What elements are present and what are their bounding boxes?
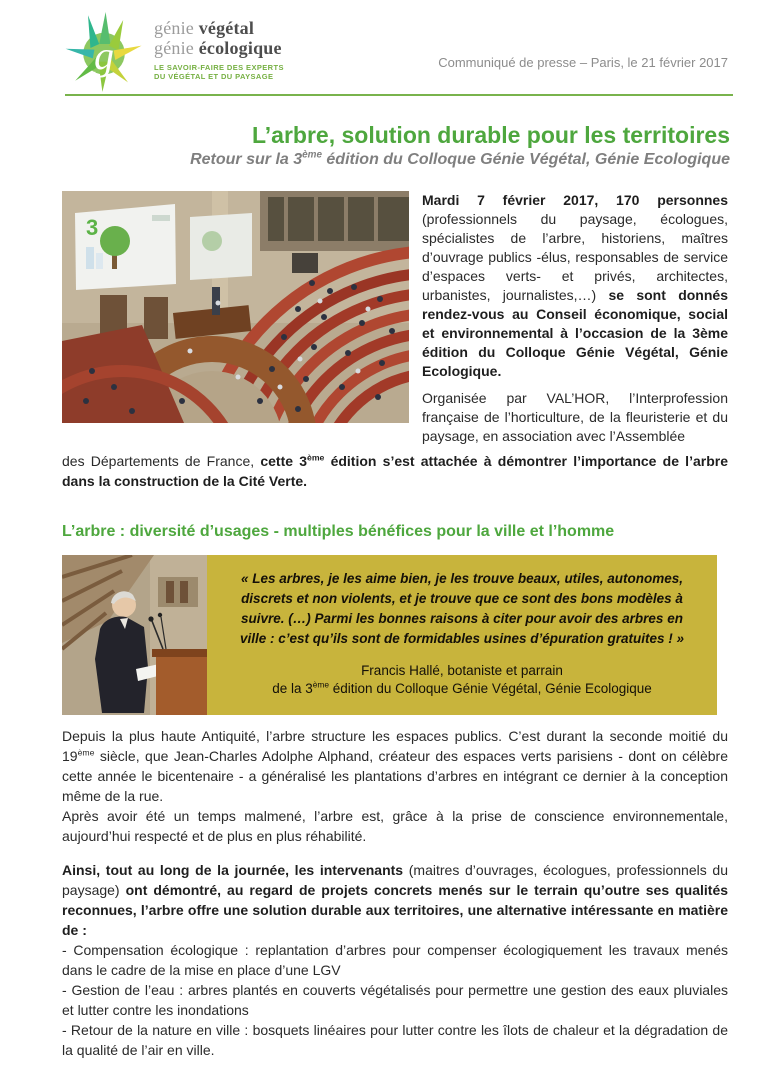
quote-attribution: [231, 662, 693, 698]
document-subtitle: [0, 151, 730, 169]
section-heading: L’arbre : diversité d’usages - multiples bénéfices pour la ville et l’homme: [62, 523, 615, 540]
history-post: siècle, que Jean-Charles Adolphe Alphand, créateur des espaces verts parisiens - dont on célèbre cette année le bicentenaire - a généralisé les plantations d’arbres en intégrant ce dernier à la conception même de la rue.: [62, 748, 728, 804]
title-block: [0, 96, 768, 169]
logo-line-1: [154, 18, 284, 38]
history-superscript: ème: [77, 747, 95, 758]
history-pre: Depuis la plus haute Antiquité, l’arbre structure les espaces publics. C’est durant la seconde moitié du 19: [62, 728, 728, 764]
speakers-bold-lead: Ainsi, tout au long de la journée, les intervenants: [62, 862, 409, 878]
list-item-nature-en-ville: - Retour de la nature en ville : bosquets linéaires pour lutter contre les îlots de chaleur et la dégradation de la qualité de l’air en ville.: [62, 1022, 728, 1058]
logo-tagline-line2: DU VÉGÉTAL ET DU PAYSAGE: [154, 72, 274, 81]
document-title: L’arbre, solution durable pour les territoires: [252, 122, 730, 148]
logo-tagline: [154, 63, 284, 81]
attribution-post: édition du Colloque Génie Végétal, Génie Ecologique: [329, 681, 652, 696]
speakers-paragraph: [62, 860, 728, 940]
header: [0, 0, 768, 94]
quote-box: [207, 555, 717, 715]
subtitle-post: édition du Colloque Génie Végétal, Génie Ecologique: [321, 151, 730, 168]
intro-section: [62, 191, 728, 491]
attribution-pre: de la 3: [272, 681, 313, 696]
svg-text:g: g: [94, 32, 114, 78]
intro-p1-regular: (professionnels du paysage, écologues, spécialistes de l’arbre, historiens, maîtres d’ouvrage publics -élus, responsables de service d’espaces verts- et privés, architectes, urbanistes, journalistes,…): [422, 211, 728, 303]
history-paragraph: [62, 726, 728, 806]
subtitle-superscript: ème: [302, 149, 322, 161]
attribution-superscript: ème: [312, 679, 330, 690]
body-text: [62, 726, 728, 1060]
logo-line-2: [154, 38, 284, 58]
speakers-regular: (maitres d’ouvrages, écologues, professionnels du paysage): [62, 862, 728, 898]
logo-tagline-line1: LE SAVOIR-FAIRE DES EXPERTS: [154, 63, 284, 72]
hemicycle-conference-photo: [62, 191, 409, 423]
rehabilitation-paragraph: Après avoir été un temps malmené, l’arbre est, grâce à la prise de conscience environnementale, aujourd’hui respecté et de plus en plus réhabilité.: [62, 808, 728, 844]
svg-text:3: 3: [86, 215, 99, 240]
quote-attribution-event: [231, 680, 693, 698]
intro-text-column: [422, 191, 728, 446]
intro-paragraph-2: Organisée par VAL’HOR, l’Interprofession française de l’horticulture, de la fleuristerie et du paysage, en association avec l’Assemblée: [422, 390, 728, 444]
intro-p2b-bold-pre: cette 3: [260, 453, 308, 469]
logo-word-ecologique: écologique: [198, 38, 282, 58]
intro-paragraph-1: [422, 191, 728, 381]
intro-p1-bold-lead: Mardi 7 février 2017, 170 personnes: [422, 192, 728, 208]
intro-paragraph-2-continued: [62, 451, 728, 491]
press-release-dateline: Communiqué de presse – Paris, le 21 février 2017: [438, 55, 728, 70]
logo-word-genie-2: génie: [154, 38, 199, 58]
list-item-gestion-eau: - Gestion de l’eau : arbres plantés en couverts végétalisés pour permettre une gestion des eaux pluviales et lutter contre les inondations: [62, 982, 728, 1018]
intro-p2b-regular: des Départements de France,: [62, 453, 261, 469]
speakers-bold-tail: ont démontré, au regard de projets concrets menés sur le terrain qu’outre ses qualités reconnues, l’arbre offre une solution durable aux territoires, une alternative intéressante en matière de :: [62, 882, 729, 938]
quote-text: « Les arbres, je les aime bien, je les trouve beaux, utiles, autonomes, discrets et non violents, et je trouve que ce sont des bons modèles à suivre. (…) Parmi les bonnes raisons à citer pour avoir des arbres en ville : c’est qu’ils sont de formidables usines d’épuration gratuites ! »: [239, 571, 685, 646]
subtitle-pre: Retour sur la 3: [190, 151, 303, 168]
logo-word-vegetal: végétal: [198, 18, 255, 38]
leaf-logo-icon: [64, 12, 144, 92]
brand-logo: [64, 10, 284, 92]
list-item-compensation: - Compensation écologique : replantation d’arbres pour compenser écologiquement les travaux menés dans le cadre de la mise en place d’une LGV: [62, 942, 728, 978]
quote-section: [62, 555, 717, 715]
intro-p2b-superscript: ème: [307, 452, 325, 463]
logo-text: [154, 18, 284, 81]
speaker-photo: [62, 555, 207, 715]
intro-p1-bold-tail: se sont donnés rendez-vous au Conseil économique, social et environnemental à l’occasion de la 3ème édition du Colloque Génie Végétal, Génie Ecologique.: [422, 287, 728, 379]
quote-attribution-name: Francis Hallé, botaniste et parrain: [361, 663, 563, 678]
logo-word-genie-1: génie: [154, 18, 199, 38]
intro-p2b-bold-post: édition s’est attachée à démontrer l’importance de l’arbre dans la construction de la Cité Verte.: [62, 453, 728, 489]
